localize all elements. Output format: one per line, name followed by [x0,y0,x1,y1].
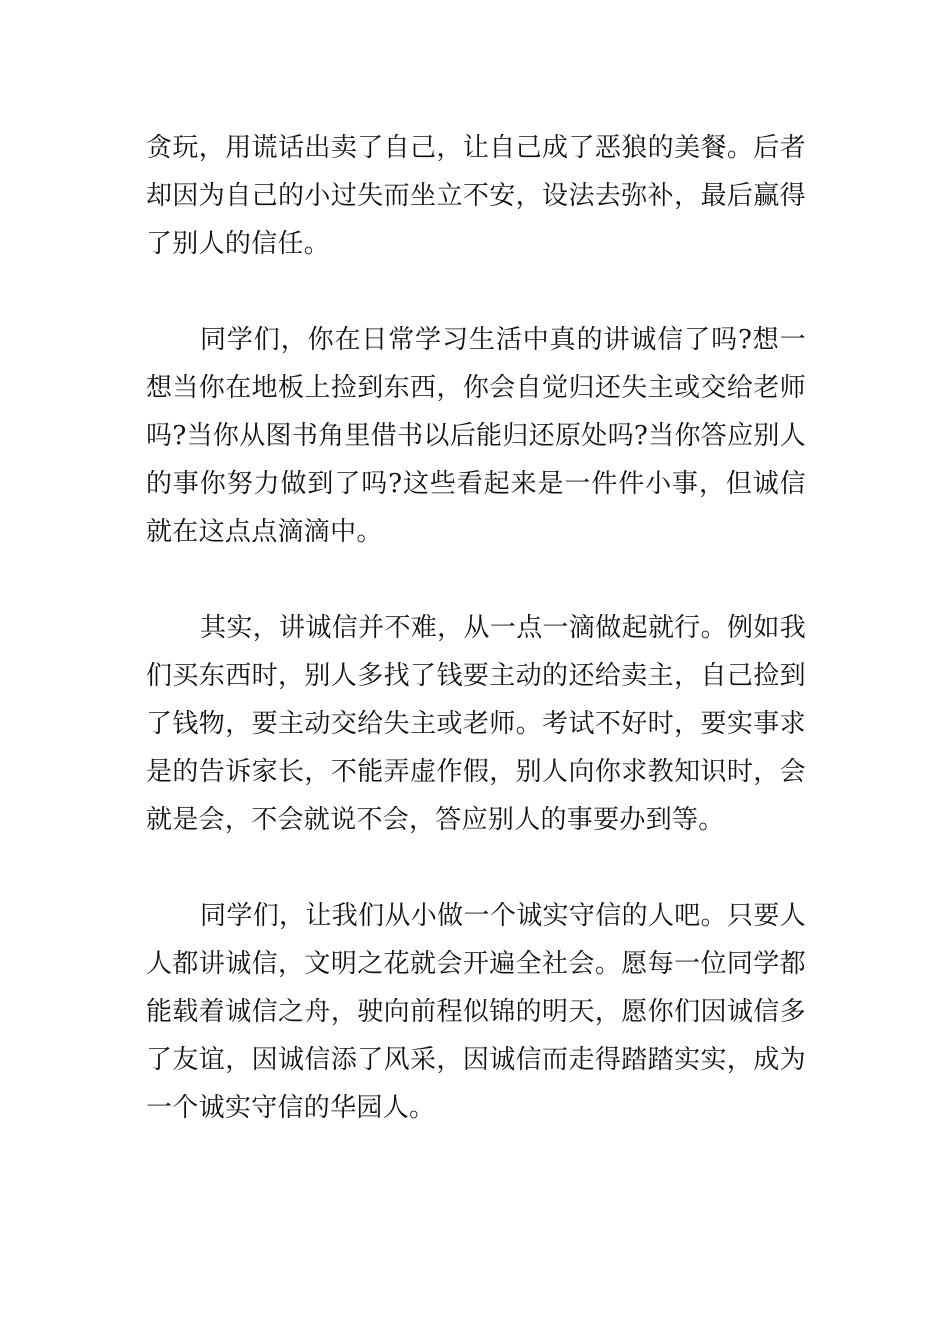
paragraph-gap [146,844,806,892]
paragraph-continued: 贪玩，用谎话出卖了自己，让自己成了恶狼的美餐。后者却因为自己的小过失而坐立不安，设法去弥补，最后赢得了别人的信任。 [146,133,806,259]
paragraph-honesty-not-hard: 其实，讲诚信并不难，从一点一滴做起就行。例如我们买东西时，别人多找了钱要主动的还给卖主，自己捡到了钱物，要主动交给失主或老师。考试不好时，要实事求是的告诉家长，不能弄虚作假，别人向你求教知识时，会就是会，不会就说不会，答应别人的事要办到等。 [146,613,806,835]
paragraph-closing-appeal: 同学们，让我们从小做一个诚实守信的人吧。只要人人都讲诚信，文明之花就会开遍全社会。愿每一位同学都能载着诚信之舟，驶向前程似锦的明天，愿你们因诚信多了友谊，因诚信添了风采，因诚信而走得踏踏实实，成为一个诚实守信的华园人。 [146,901,806,1123]
paragraph-gap [146,268,806,316]
paragraph-daily-honesty: 同学们，你在日常学习生活中真的讲诚信了吗?想一想当你在地板上捡到东西，你会自觉归还失主或交给老师吗?当你从图书角里借书以后能归还原处吗?当你答应别人的事你努力做到了吗?这些看起来是一件件小事，但诚信就在这点点滴滴中。 [146,325,806,547]
document-body [146,124,806,1132]
paragraph-gap [146,556,806,604]
